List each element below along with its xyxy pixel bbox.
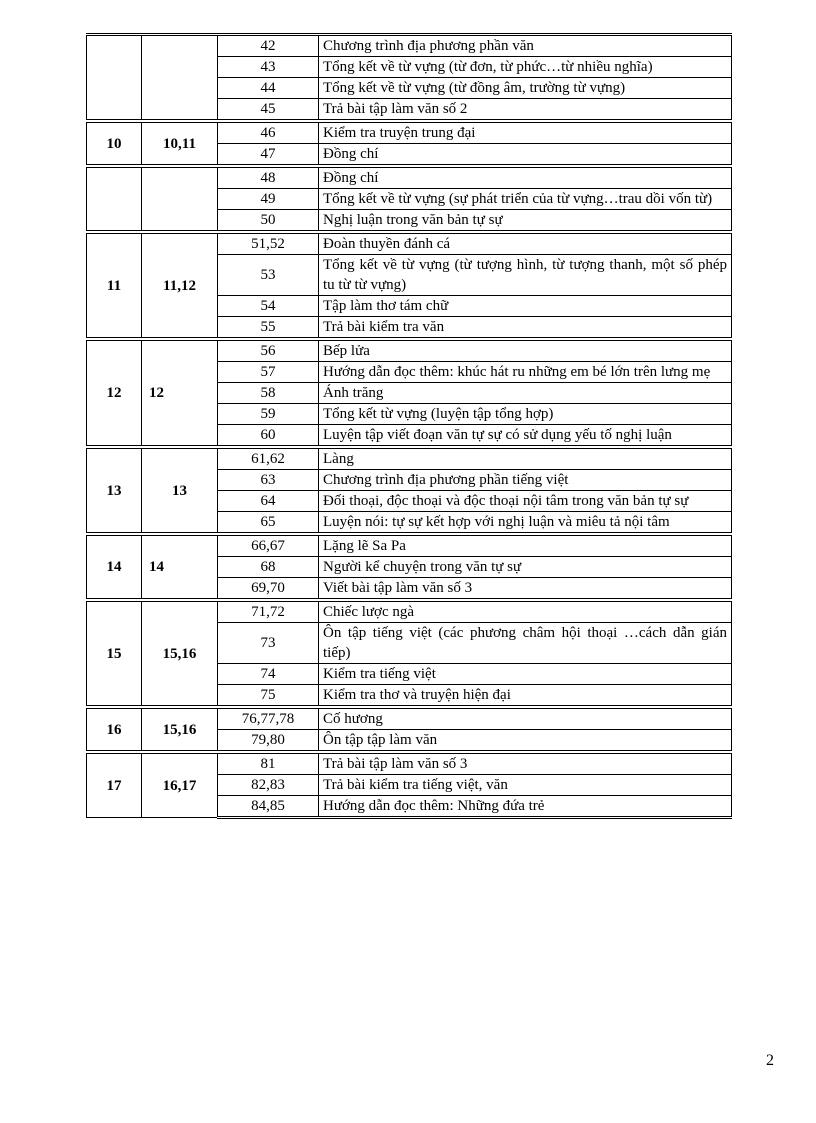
- session-cell: [142, 166, 218, 232]
- week-cell: 17: [87, 752, 142, 818]
- week-group: [87, 166, 732, 232]
- lesson-number-cell: 57: [218, 362, 319, 383]
- week-cell: 10: [87, 121, 142, 166]
- lesson-number-cell: 71,72: [218, 600, 319, 623]
- week-cell: 12: [87, 339, 142, 447]
- table-row: [87, 447, 732, 470]
- week-cell: [87, 35, 142, 122]
- lesson-title-cell: Tập làm thơ tám chữ: [319, 296, 732, 317]
- lesson-number-cell: 59: [218, 404, 319, 425]
- lesson-number-cell: 64: [218, 491, 319, 512]
- week-group: [87, 35, 732, 122]
- lesson-number-cell: 68: [218, 557, 319, 578]
- lesson-number-cell: 44: [218, 78, 319, 99]
- table-row: [87, 339, 732, 362]
- lesson-number-cell: 49: [218, 189, 319, 210]
- table-row: [87, 232, 732, 255]
- lesson-number-cell: 74: [218, 664, 319, 685]
- table-row: [87, 35, 732, 57]
- lesson-title-cell: Hướng dẫn đọc thêm: khúc hát ru những em bé lớn trên lưng mẹ: [319, 362, 732, 383]
- table-row: [87, 707, 732, 730]
- lesson-title-cell: Viết bài tập làm văn số 3: [319, 578, 732, 601]
- lesson-title-cell: Chiếc lược ngà: [319, 600, 732, 623]
- table-row: [87, 600, 732, 623]
- lesson-title-cell: Chương trình địa phương phần văn: [319, 35, 732, 57]
- lesson-title-cell: Người kể chuyện trong văn tự sự: [319, 557, 732, 578]
- lesson-number-cell: 47: [218, 144, 319, 167]
- lesson-title-cell: Ánh trăng: [319, 383, 732, 404]
- lesson-number-cell: 50: [218, 210, 319, 233]
- lesson-title-cell: Trả bài kiểm tra văn: [319, 317, 732, 340]
- week-cell: [87, 166, 142, 232]
- lesson-title-cell: Chương trình địa phương phần tiếng việt: [319, 470, 732, 491]
- lesson-title-cell: Tổng kết về từ vựng (từ đồng âm, trường từ vựng): [319, 78, 732, 99]
- lesson-title-cell: Bếp lửa: [319, 339, 732, 362]
- lesson-title-cell: Ôn tập tiếng việt (các phương châm hội thoại …cách dẫn gián tiếp): [319, 623, 732, 664]
- lesson-title-cell: Trả bài tập làm văn số 3: [319, 752, 732, 775]
- week-cell: 14: [87, 534, 142, 600]
- session-cell: 10,11: [142, 121, 218, 166]
- lesson-title-cell: Đồng chí: [319, 166, 732, 189]
- lesson-number-cell: 73: [218, 623, 319, 664]
- week-group: [87, 752, 732, 818]
- lesson-number-cell: 63: [218, 470, 319, 491]
- week-group: [87, 534, 732, 600]
- lesson-title-cell: Đoàn thuyền đánh cá: [319, 232, 732, 255]
- lesson-number-cell: 66,67: [218, 534, 319, 557]
- session-cell: 15,16: [142, 707, 218, 752]
- week-group: [87, 232, 732, 339]
- session-cell: 14: [142, 534, 218, 600]
- week-group: [87, 121, 732, 166]
- week-group: [87, 707, 732, 752]
- session-cell: 11,12: [142, 232, 218, 339]
- lesson-title-cell: Ôn tập tập làm văn: [319, 730, 732, 753]
- lesson-title-cell: Kiểm tra tiếng việt: [319, 664, 732, 685]
- lesson-title-cell: Luyện nói: tự sự kết hợp với nghị luận và miêu tả nội tâm: [319, 512, 732, 535]
- lesson-number-cell: 43: [218, 57, 319, 78]
- lesson-title-cell: Tổng kết về từ vựng (từ đơn, từ phức…từ nhiều nghĩa): [319, 57, 732, 78]
- lesson-number-cell: 55: [218, 317, 319, 340]
- lesson-title-cell: Tổng kết từ vựng (luyện tập tổng hợp): [319, 404, 732, 425]
- session-cell: [142, 35, 218, 122]
- lesson-title-cell: Cố hương: [319, 707, 732, 730]
- lesson-title-cell: Trả bài kiểm tra tiếng việt, văn: [319, 775, 732, 796]
- lesson-title-cell: Hướng dẫn đọc thêm: Những đứa trẻ: [319, 796, 732, 818]
- lesson-plan-table: [86, 33, 732, 819]
- lesson-title-cell: Làng: [319, 447, 732, 470]
- table-row: [87, 534, 732, 557]
- lesson-title-cell: Trả bài tập làm văn số 2: [319, 99, 732, 122]
- lesson-number-cell: 81: [218, 752, 319, 775]
- lesson-title-cell: Nghị luận trong văn bản tự sự: [319, 210, 732, 233]
- lesson-number-cell: 76,77,78: [218, 707, 319, 730]
- lesson-number-cell: 45: [218, 99, 319, 122]
- lesson-number-cell: 46: [218, 121, 319, 144]
- lesson-title-cell: Lặng lẽ Sa Pa: [319, 534, 732, 557]
- lesson-number-cell: 75: [218, 685, 319, 708]
- lesson-plan-document: [86, 33, 731, 819]
- lesson-number-cell: 69,70: [218, 578, 319, 601]
- lesson-number-cell: 61,62: [218, 447, 319, 470]
- session-cell: 12: [142, 339, 218, 447]
- lesson-number-cell: 58: [218, 383, 319, 404]
- lesson-title-cell: Luyện tập viết đoạn văn tự sự có sử dụng yếu tố nghị luận: [319, 425, 732, 448]
- week-cell: 11: [87, 232, 142, 339]
- lesson-number-cell: 42: [218, 35, 319, 57]
- lesson-number-cell: 56: [218, 339, 319, 362]
- week-group: [87, 600, 732, 707]
- lesson-number-cell: 53: [218, 255, 319, 296]
- week-cell: 16: [87, 707, 142, 752]
- session-cell: 16,17: [142, 752, 218, 818]
- session-cell: 13: [142, 447, 218, 534]
- lesson-number-cell: 60: [218, 425, 319, 448]
- lesson-number-cell: 65: [218, 512, 319, 535]
- lesson-number-cell: 48: [218, 166, 319, 189]
- lesson-number-cell: 79,80: [218, 730, 319, 753]
- page-number: 2: [766, 1052, 774, 1069]
- lesson-number-cell: 54: [218, 296, 319, 317]
- week-cell: 15: [87, 600, 142, 707]
- lesson-title-cell: Tổng kết về từ vựng (sự phát triển của từ vựng…trau dồi vốn từ): [319, 189, 732, 210]
- lesson-number-cell: 51,52: [218, 232, 319, 255]
- table-row: [87, 166, 732, 189]
- week-group: [87, 447, 732, 534]
- session-cell: 15,16: [142, 600, 218, 707]
- lesson-title-cell: Kiểm tra thơ và truyện hiện đại: [319, 685, 732, 708]
- table-row: [87, 752, 732, 775]
- lesson-title-cell: Tổng kết về từ vựng (từ tượng hình, từ tượng thanh, một số phép tu từ từ vựng): [319, 255, 732, 296]
- lesson-number-cell: 82,83: [218, 775, 319, 796]
- table-row: [87, 121, 732, 144]
- week-cell: 13: [87, 447, 142, 534]
- lesson-title-cell: Đối thoại, độc thoại và độc thoại nội tâm trong văn bản tự sự: [319, 491, 732, 512]
- lesson-title-cell: Đồng chí: [319, 144, 732, 167]
- lesson-number-cell: 84,85: [218, 796, 319, 818]
- lesson-title-cell: Kiểm tra truyện trung đại: [319, 121, 732, 144]
- week-group: [87, 339, 732, 447]
